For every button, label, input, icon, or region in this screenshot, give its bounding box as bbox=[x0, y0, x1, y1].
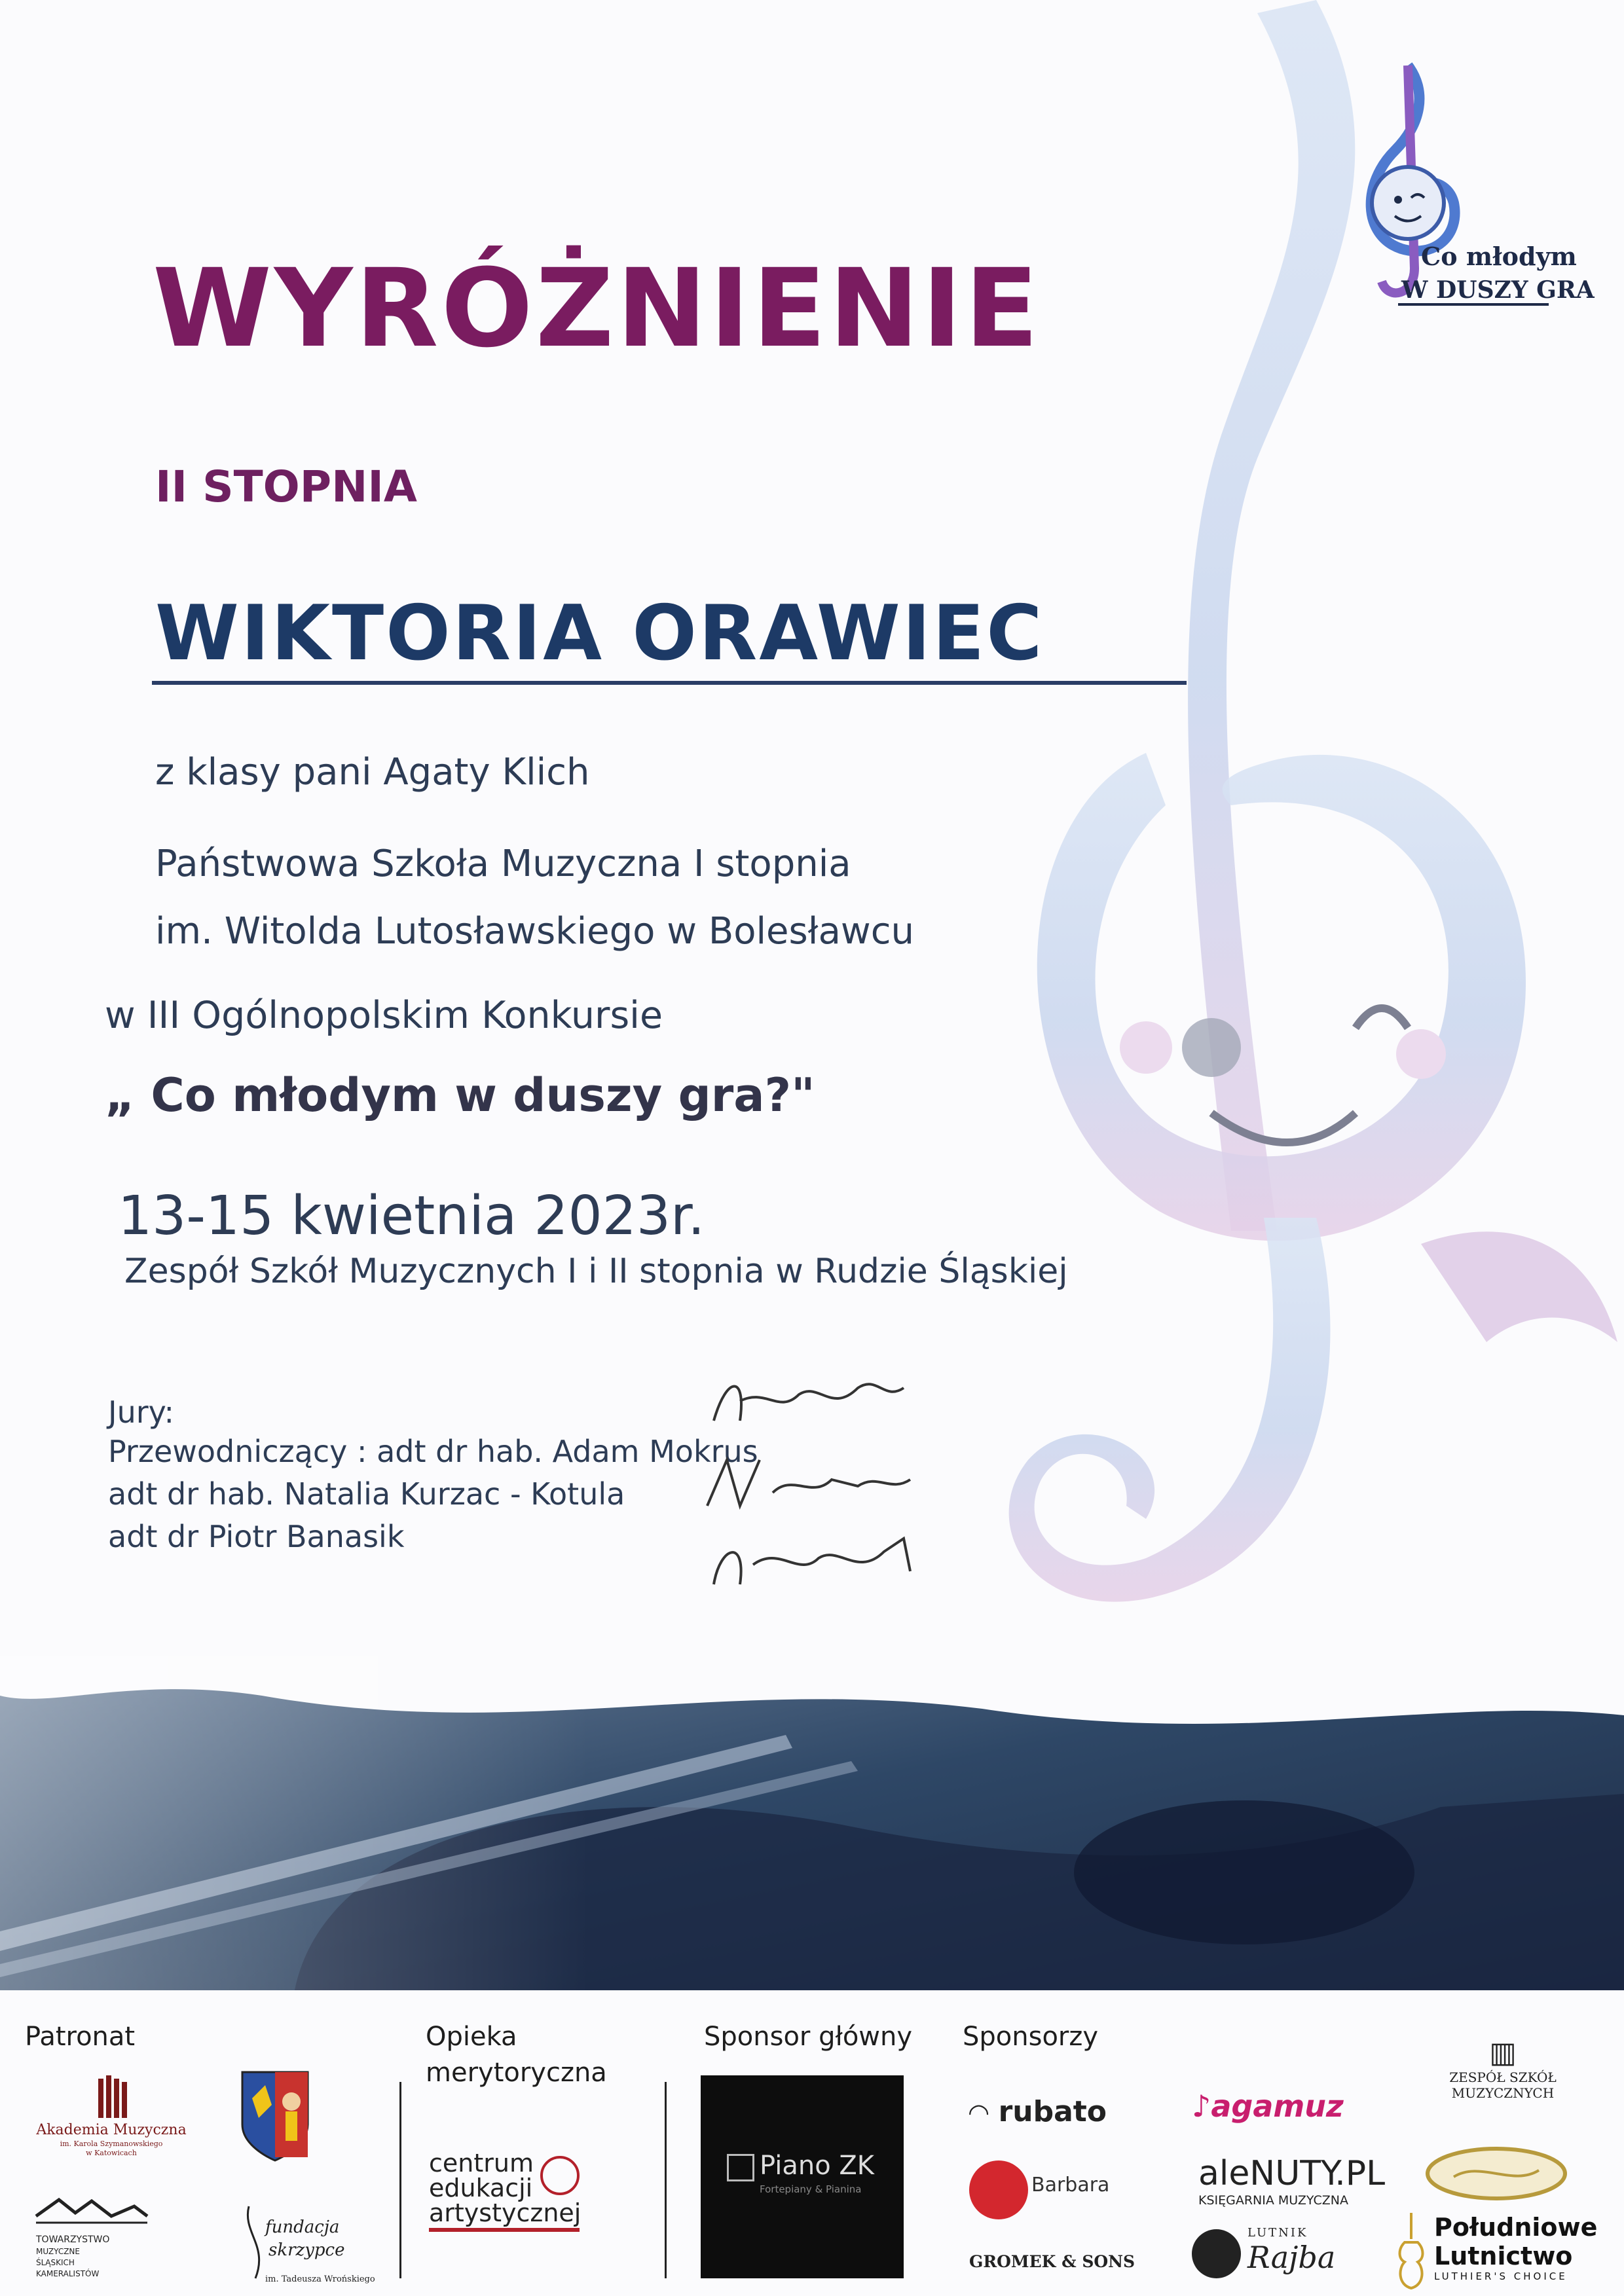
violin-icon bbox=[1395, 2213, 1428, 2291]
towarzystwo-text-3: ŚLĄSKICH bbox=[36, 2258, 75, 2267]
piano-sub: Fortepiany & Pianina bbox=[760, 2183, 862, 2195]
recipient-name: WIKTORIA ORAWIEC bbox=[155, 589, 1044, 678]
award-title: WYRÓŻNIENIE bbox=[153, 246, 1041, 371]
centrum-text-2: edukacji bbox=[429, 2174, 533, 2202]
centrum-text-3: artystycznej bbox=[429, 2198, 581, 2227]
akademia-muzyczna-logo bbox=[36, 2075, 187, 2160]
fundacja-skrzypce-logo bbox=[229, 2200, 380, 2291]
school-building-icon: ▥ bbox=[1489, 2036, 1517, 2069]
logo-text-line1: Co młodym bbox=[1421, 242, 1577, 271]
competition-logo bbox=[1323, 52, 1595, 327]
lutnik-rajba-logo: LUTNIK Rajba bbox=[1247, 2226, 1336, 2275]
patronat-label: Patronat bbox=[25, 2022, 136, 2052]
centrum-edukacji-logo bbox=[429, 2151, 599, 2225]
footer-divider bbox=[399, 2082, 401, 2278]
violin-photo-band bbox=[0, 1656, 1624, 1990]
piano-name: Piano ZK bbox=[760, 2151, 875, 2181]
jury-heading: Jury: bbox=[108, 1394, 175, 1430]
opieka-label-2: merytoryczna bbox=[426, 2058, 607, 2088]
competition-intro: w III Ogólnopolskim Konkursie bbox=[105, 994, 663, 1037]
agamuz-logo: ♪agamuz bbox=[1192, 2088, 1344, 2124]
centrum-text-1: centrum bbox=[429, 2149, 534, 2178]
akademia-text-2: im. Karola Szymanowskiego bbox=[60, 2140, 163, 2148]
piano-zk-logo bbox=[701, 2075, 904, 2278]
sponsors-label: Sponsorzy bbox=[963, 2022, 1099, 2052]
barbara-icon bbox=[969, 2160, 1028, 2219]
towarzystwo-text-1: TOWARZYSTWO bbox=[36, 2234, 110, 2245]
towarzystwo-text-2: MUZYCZNE bbox=[36, 2247, 80, 2256]
sponsor-main-label: Sponsor główny bbox=[704, 2022, 913, 2052]
footer-divider bbox=[665, 2082, 667, 2278]
oval-badge-logo bbox=[1421, 2141, 1572, 2206]
competition-name: „ Co młodym w duszy gra?" bbox=[105, 1068, 815, 1122]
zespol-szkol-logo: ▥ ZESPÓŁ SZKÓŁ MUZYCZNYCH bbox=[1441, 2036, 1565, 2101]
teacher-line: z klasy pani Agaty Klich bbox=[155, 751, 590, 793]
barbara-logo: Barbara bbox=[1031, 2174, 1110, 2196]
lutnik-icon bbox=[1192, 2229, 1241, 2278]
fundacja-text-3: im. Tadeusza Wrońskiego bbox=[265, 2274, 375, 2284]
competition-date: 13-15 kwietnia 2023r. bbox=[118, 1185, 705, 1247]
piano-icon bbox=[727, 2154, 754, 2181]
rubato-logo: ◠ rubato bbox=[969, 2095, 1107, 2128]
jury-member: Przewodniczący : adt dr hab. Adam Mokrus bbox=[108, 1434, 758, 1469]
akademia-text-1: Akademia Muzyczna bbox=[36, 2122, 187, 2138]
towarzystwo-logo bbox=[29, 2193, 154, 2285]
music-note-icon: ♪ bbox=[1192, 2088, 1211, 2124]
school-line-2: im. Witolda Lutosławskiego w Bolesławcu bbox=[155, 910, 914, 953]
cea-circle-icon bbox=[540, 2156, 580, 2195]
rubato-arc-icon: ◠ bbox=[969, 2098, 989, 2127]
poludniowe-lutnictwo-logo: Południowe Lutnictwo LUTHIER'S CHOICE bbox=[1434, 2213, 1598, 2282]
fundacja-text-1: fundacja bbox=[265, 2217, 340, 2237]
competition-venue: Zespół Szkół Muzycznych I i II stopnia w Rudzie Śląskiej bbox=[124, 1252, 1068, 1291]
jury-member: adt dr hab. Natalia Kurzac - Kotula bbox=[108, 1476, 625, 1512]
name-underline bbox=[152, 681, 1187, 685]
gromek-logo: GROMEK & SONS bbox=[969, 2252, 1135, 2271]
towarzystwo-text-4: KAMERALISTÓW bbox=[36, 2269, 100, 2278]
award-degree: II STOPNIA bbox=[155, 462, 417, 512]
opieka-label-1: Opieka bbox=[426, 2022, 517, 2052]
logo-text-line2: W DUSZY GRA bbox=[1401, 276, 1595, 304]
school-line-1: Państwowa Szkoła Muzyczna I stopnia bbox=[155, 843, 851, 885]
akademia-text-3: w Katowicach bbox=[86, 2149, 137, 2157]
coat-of-arms-icon bbox=[236, 2066, 314, 2164]
jury-signatures bbox=[688, 1362, 950, 1604]
jury-member: adt dr Piotr Banasik bbox=[108, 1519, 405, 1554]
fundacja-text-2: skrzypce bbox=[268, 2240, 345, 2260]
alenuty-logo: aleNUTY.PL KSIĘGARNIA MUZYCZNA bbox=[1198, 2154, 1386, 2208]
